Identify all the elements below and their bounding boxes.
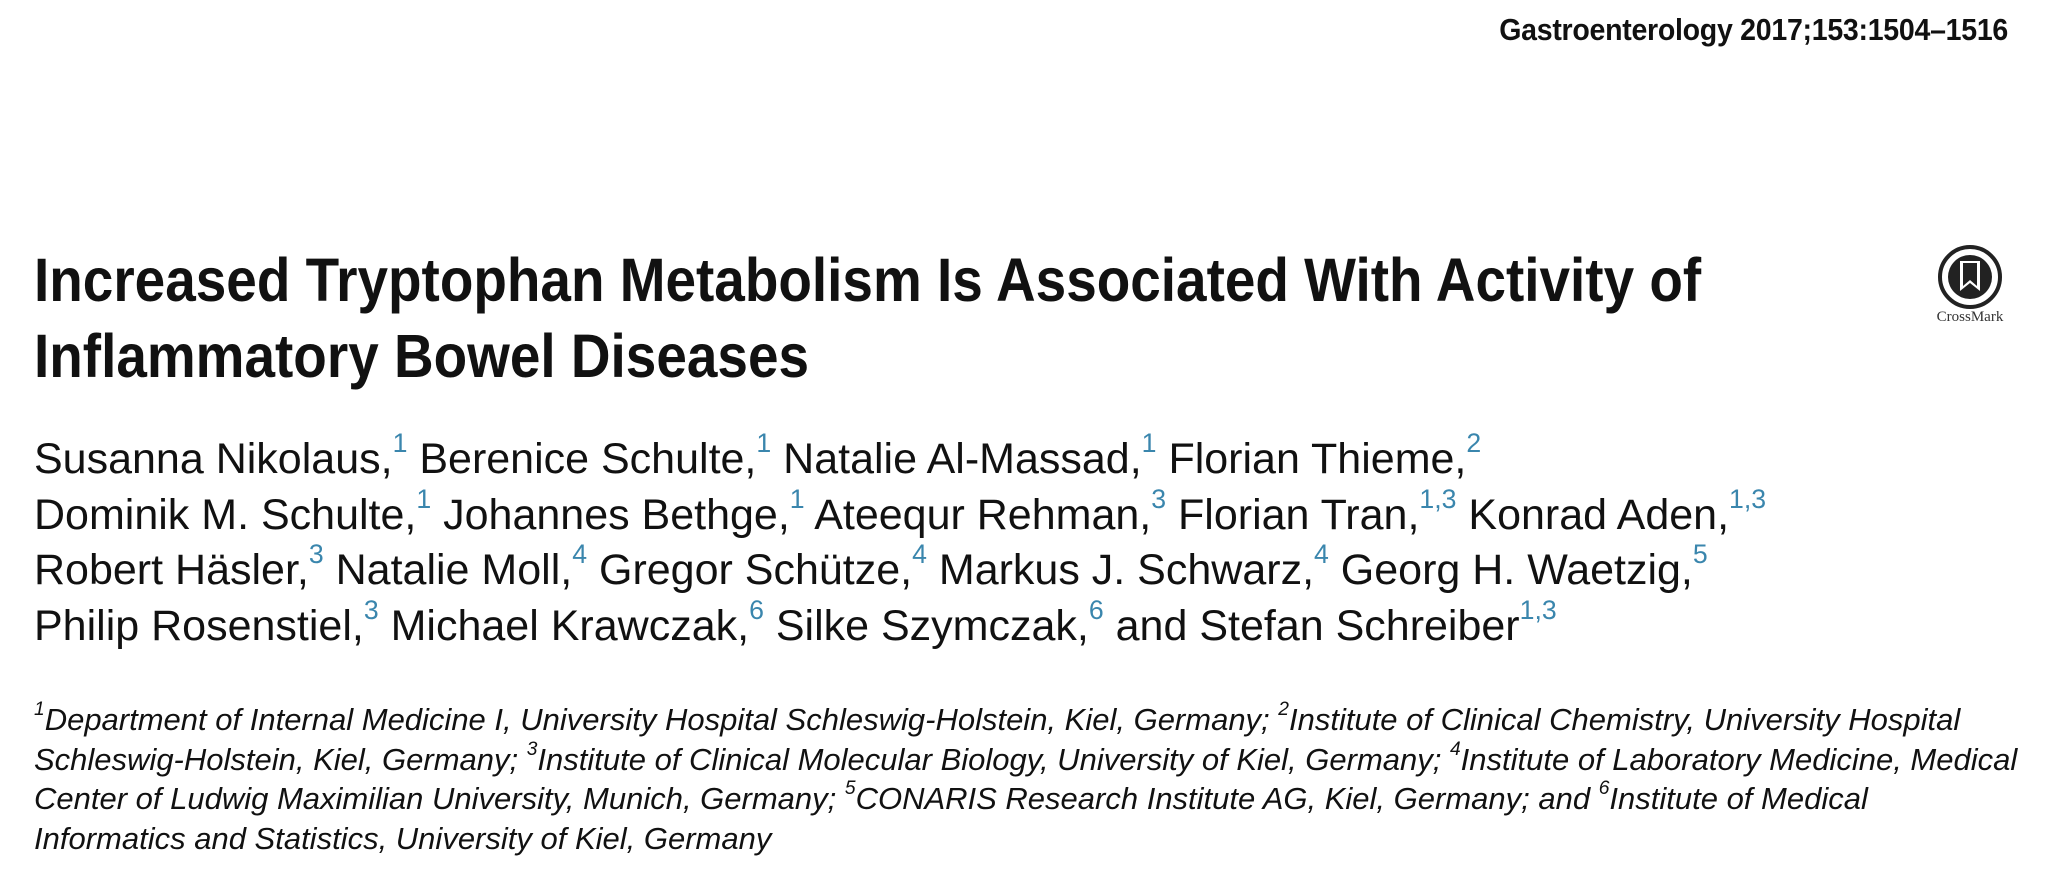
author-list (34, 428, 2024, 654)
author-name (34, 594, 379, 650)
affiliation-number: 4 (1449, 738, 1461, 760)
author-name (443, 483, 805, 539)
affiliation-number: 5 (844, 778, 856, 800)
author-affiliation-marker[interactable]: 3 (363, 594, 379, 625)
author-affiliation-marker[interactable]: 1 (416, 483, 432, 514)
affiliation-text: Institute of Laboratory Medicine, Medical Center of Ludwig Maximilian University, Munich, Germany; (34, 741, 2018, 816)
author-name-text: Silke Szymczak, (775, 601, 1089, 650)
author-affiliation-marker[interactable]: 1 (392, 428, 408, 459)
author-name (814, 483, 1167, 539)
affiliation-number: 1 (34, 699, 45, 721)
author-name-text: Michael Krawczak, (390, 601, 750, 650)
affiliation-item (34, 699, 1279, 737)
author-name-text: Florian Tran, (1178, 490, 1420, 539)
author-name-text: Natalie Al-Massad, (783, 435, 1142, 483)
author-name-text: Georg H. Waetzig, (1340, 546, 1693, 594)
crossmark-icon (1938, 245, 2002, 309)
author-affiliation-marker[interactable]: 3 (308, 539, 324, 570)
affiliation-item (844, 778, 1599, 816)
affiliation-text: Institute of Clinical Chemistry, University Hospital Schleswig-Holstein, Kiel, Germany; (34, 702, 1961, 777)
author-name-text: Philip Rosenstiel, (34, 601, 364, 650)
affiliation-number: 3 (526, 738, 538, 760)
author-name-text: Gregor Schütze, (599, 546, 913, 594)
article-title-line-2: Inflammatory Bowel Diseases (34, 322, 810, 390)
author-name (599, 539, 927, 594)
author-name-text: Konrad Aden, (1468, 490, 1730, 539)
author-affiliation-marker[interactable]: 1 (789, 483, 805, 514)
author-name (783, 428, 1157, 483)
author-affiliation-marker[interactable]: 4 (572, 539, 588, 570)
author-name-text: and Stefan Schreiber (1115, 601, 1520, 650)
author-name-text: Johannes Bethge, (443, 490, 790, 539)
author-name (775, 594, 1104, 650)
affiliation-list (34, 700, 2024, 858)
author-name-text: Dominik M. Schulte, (34, 490, 417, 539)
author-affiliation-marker[interactable]: 4 (1314, 539, 1329, 570)
journal-citation: Gastroenterology 2017;153:1504–1516 (1499, 12, 2008, 47)
author-affiliation-marker[interactable]: 1 (756, 428, 772, 459)
affiliation-number: 6 (1598, 778, 1610, 800)
affiliation-item (526, 738, 1450, 777)
author-affiliation-marker[interactable]: 6 (749, 594, 764, 625)
author-affiliation-marker[interactable]: 2 (1466, 428, 1482, 459)
crossmark-label: CrossMark (1936, 309, 2004, 325)
author-affiliation-marker[interactable]: 1,3 (1419, 483, 1457, 514)
author-name-text: Berenice Schulte, (419, 435, 757, 483)
author-name (1178, 483, 1457, 539)
affiliation-text: Department of Internal Medicine I, University Hospital Schleswig-Holstein, Kiel, Germany; (44, 702, 1279, 737)
author-name (938, 539, 1329, 594)
author-name (34, 539, 324, 594)
author-affiliation-marker[interactable]: 4 (912, 539, 927, 570)
author-name (335, 539, 588, 594)
author-name-text: Susanna Nikolaus, (34, 435, 393, 483)
affiliation-number: 2 (1278, 699, 1289, 721)
author-affiliation-marker[interactable]: 6 (1088, 594, 1104, 625)
author-name-text: Robert Häsler, (34, 546, 309, 594)
affiliation-text: Institute of Clinical Molecular Biology, University of Kiel, Germany; (537, 741, 1450, 777)
author-name-text: Florian Thieme, (1168, 435, 1467, 483)
article-title-line-1: Increased Tryptophan Metabolism Is Associated With Activity of (34, 246, 1702, 314)
author-name (1168, 428, 1482, 483)
author-name-text: Markus J. Schwarz, (938, 546, 1315, 594)
affiliation-text: CONARIS Research Institute AG, Kiel, Germany; and (855, 781, 1599, 816)
author-affiliation-marker[interactable]: 1,3 (1519, 594, 1557, 625)
crossmark-badge[interactable] (1920, 245, 2020, 326)
author-affiliation-marker[interactable]: 1,3 (1729, 483, 1767, 514)
author-name-text: Natalie Moll, (335, 546, 573, 594)
author-affiliation-marker[interactable]: 5 (1692, 539, 1708, 570)
author-name (1115, 594, 1557, 650)
author-name (34, 428, 408, 483)
author-name (1340, 539, 1708, 594)
author-affiliation-marker[interactable]: 1 (1141, 428, 1157, 459)
author-name (419, 428, 772, 483)
author-name (34, 483, 432, 539)
affiliation-text: Institute of Medical Informatics and Statistics, University of Kiel, Germany (34, 781, 1868, 856)
author-name (1468, 483, 1767, 539)
author-name-text: Ateequr Rehman, (814, 490, 1152, 539)
author-affiliation-marker[interactable]: 3 (1151, 483, 1167, 514)
author-name (390, 594, 764, 650)
article-title (34, 242, 1708, 394)
